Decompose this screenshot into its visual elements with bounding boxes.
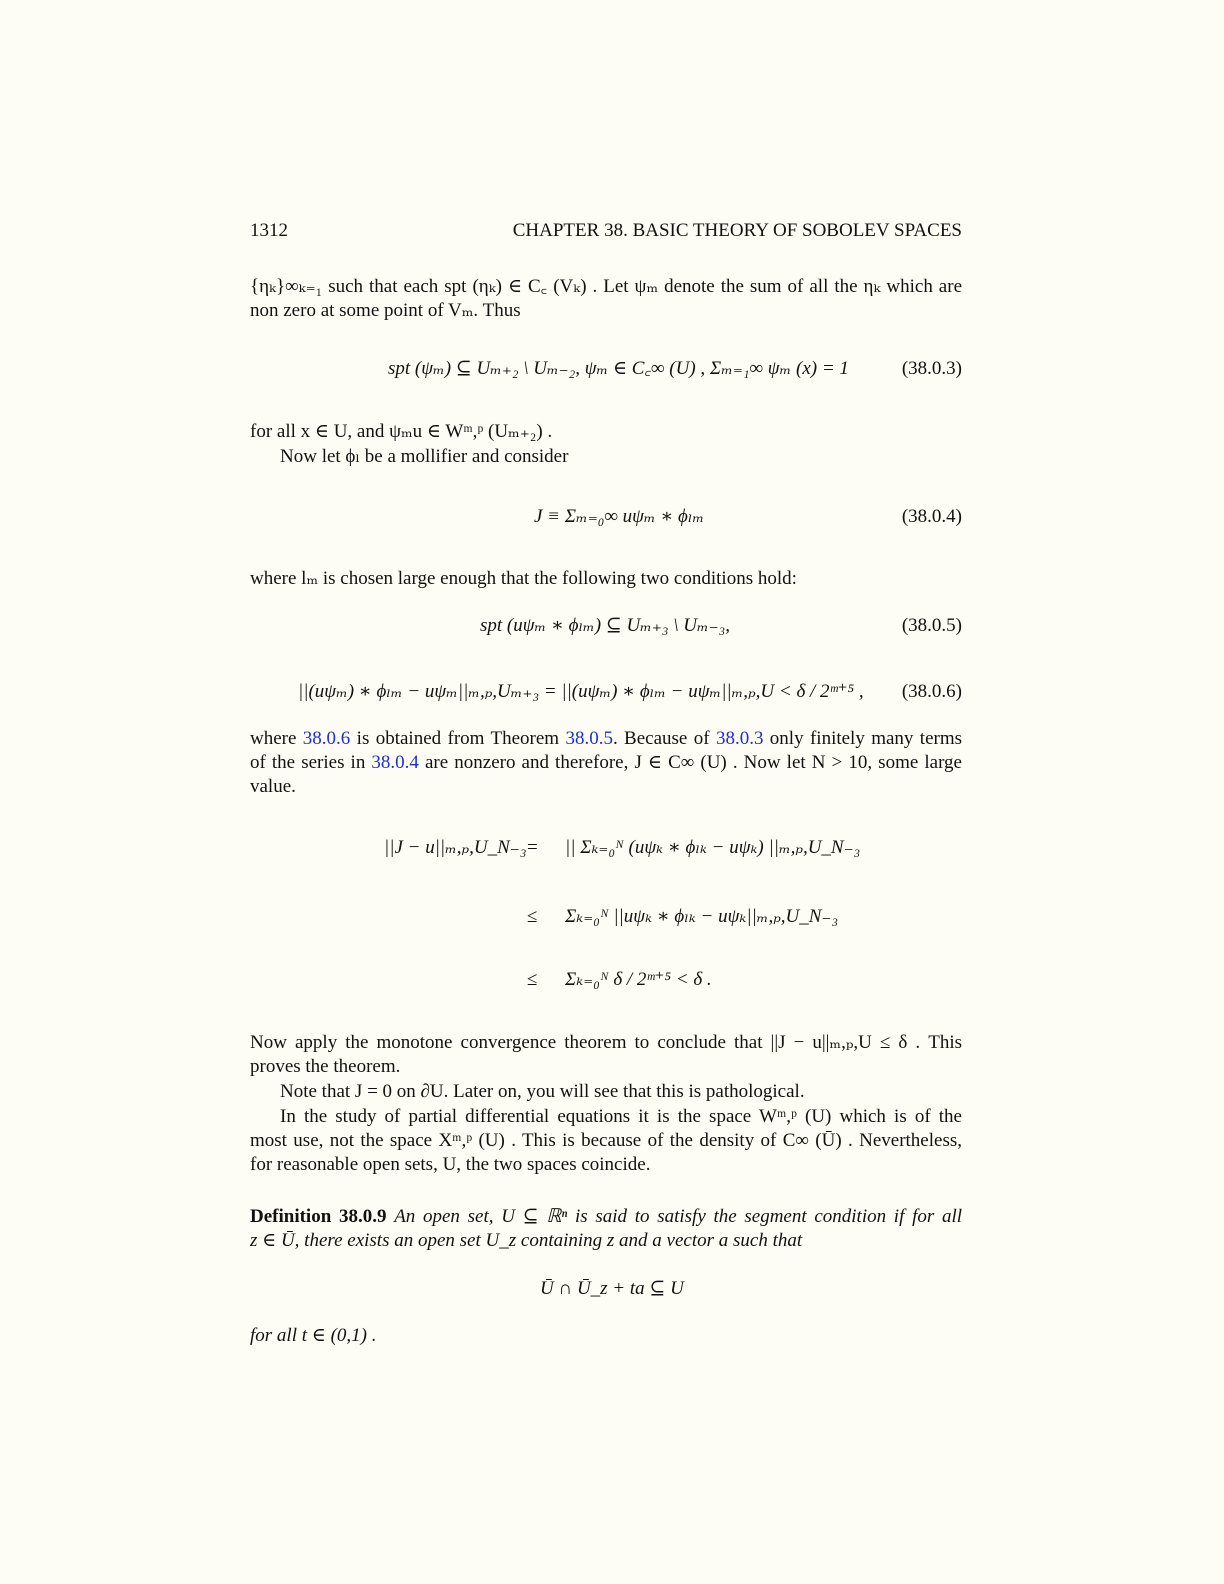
text: only finitely many terms: [763, 728, 963, 749]
paragraph-line: for all x ∈ U, and ψₘu ∈ Wᵐ,ᵖ (Uₘ₊₂) .: [250, 421, 553, 442]
definition-line: z ∈ Ū, there exists an open set U_z containing z and a vector a such that: [250, 1230, 803, 1251]
definition-line: [250, 1205, 962, 1229]
paragraph-line: non zero at some point of Vₘ. Thus: [250, 300, 521, 321]
paragraph-line: for reasonable open sets, U, the two spaces coincide.: [250, 1154, 651, 1175]
aligned-row: Σₖ₌₀ᴺ ||uψₖ ∗ ϕₗₖ − uψₖ||ₘ,ₚ,U_N₋₃: [565, 906, 839, 927]
paragraph-line: [250, 727, 962, 751]
text: are nonzero and therefore, J ∈ C∞ (U) . Now let N > 10, some large: [418, 752, 962, 773]
definition-equation: Ū ∩ Ū_z + ta ⊆ U: [540, 1278, 684, 1299]
equation-38-0-6: ||(uψₘ) ∗ ϕₗₘ − uψₘ||ₘ,ₚ,Uₘ₊₃ = ||(uψₘ) ∗ ϕₗₘ − uψₘ||ₘ,ₚ,U < δ / 2ᵐ⁺⁵ ,: [298, 681, 864, 702]
aligned-row: || Σₖ₌₀ᴺ (uψₖ ∗ ϕₗₖ − uψₖ) ||ₘ,ₚ,U_N₋₃: [565, 837, 861, 858]
equation-38-0-5: spt (uψₘ ∗ ϕₗₘ) ⊆ Uₘ₊₃ \ Uₘ₋₃,: [480, 615, 731, 636]
paragraph-line: most use, not the space Xᵐ,ᵖ (U) . This is because of the density of C∞ (Ū) . Nevertheless,: [250, 1130, 962, 1151]
paragraph-line: [250, 751, 962, 775]
paragraph-line: proves the theorem.: [250, 1056, 401, 1077]
text: . Because of: [612, 728, 716, 749]
paragraph-line: Note that J = 0 on ∂U. Later on, you will see that this is pathological.: [280, 1081, 805, 1102]
equation-number: (38.0.5): [901, 615, 962, 636]
equation-number: (38.0.4): [901, 506, 962, 527]
equation-number: (38.0.6): [901, 681, 962, 702]
definition-label: Definition 38.0.9: [250, 1206, 387, 1227]
equation-link[interactable]: 38.0.6: [302, 728, 351, 749]
relation: =: [527, 837, 538, 858]
equation-38-0-4: J ≡ Σₘ₌₀∞ uψₘ ∗ ϕₗₘ: [534, 506, 705, 527]
chapter-title: CHAPTER 38. BASIC THEORY OF SOBOLEV SPACES: [512, 220, 962, 241]
definition-text: An open set, U ⊆ ℝⁿ is said to satisfy the segment condition if for all: [394, 1206, 963, 1227]
paragraph-line: In the study of partial differential equations it is the space Wᵐ,ᵖ (U) which is of the: [280, 1106, 962, 1127]
paragraph-line: {ηₖ}∞ₖ₌₁ such that each spt (ηₖ) ∈ C꜀ (Vₖ) . Let ψₘ denote the sum of all the ηₖ which are: [250, 276, 962, 297]
paragraph-line: value.: [250, 776, 296, 797]
equation-link[interactable]: 38.0.3: [715, 728, 764, 749]
text: of the series in: [250, 752, 372, 773]
paragraph-line: Now let ϕₗ be a mollifier and consider: [280, 446, 569, 467]
paragraph-line: Now apply the monotone convergence theorem to conclude that ||J − u||ₘ,ₚ,U ≤ δ . This: [250, 1032, 962, 1053]
paragraph-line: where lₘ is chosen large enough that the following two conditions hold:: [250, 568, 797, 589]
page-number: 1312: [250, 220, 288, 241]
definition-line: for all t ∈ (0,1) .: [250, 1325, 377, 1346]
relation: ≤: [527, 906, 538, 927]
aligned-row: Σₖ₌₀ᴺ δ / 2ᵐ⁺⁵ < δ .: [565, 969, 712, 990]
text: is obtained from Theorem: [350, 728, 566, 749]
equation-number: (38.0.3): [901, 358, 962, 379]
equation-38-0-3: spt (ψₘ) ⊆ Uₘ₊₂ \ Uₘ₋₂, ψₘ ∈ C꜀∞ (U) , Σₘ₌₁∞ ψₘ (x) = 1: [388, 358, 849, 379]
relation: ≤: [527, 969, 538, 990]
text: where: [250, 728, 303, 749]
aligned-lhs: ||J − u||ₘ,ₚ,U_N₋₃: [384, 837, 527, 858]
equation-link[interactable]: 38.0.4: [371, 752, 419, 773]
theorem-link[interactable]: 38.0.5: [565, 728, 613, 749]
